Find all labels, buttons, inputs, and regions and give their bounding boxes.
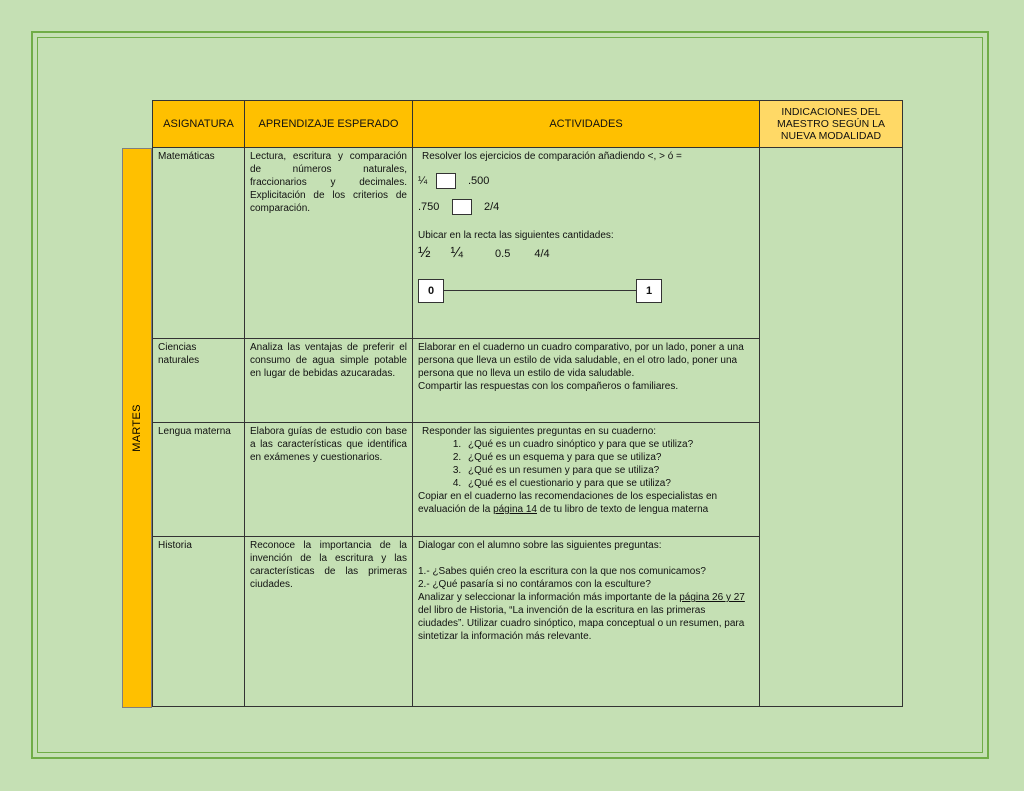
activity-cell (413, 423, 760, 537)
number-line-end: 1 (636, 279, 662, 303)
comparison-right: .500 (468, 174, 490, 187)
activity-text: Compartir las respuestas con los compañeros o familiares. (418, 381, 679, 392)
day-label: MARTES (131, 404, 143, 452)
comparison-right: 2/4 (484, 200, 500, 213)
locate-instruction: Ubicar en la recta las siguientes cantidades: (418, 230, 614, 241)
activity-intro: Dialogar con el alumno sobre las siguientes preguntas: (418, 540, 662, 551)
activity-cell (413, 537, 760, 707)
analyze-text-a: Analizar y seleccionar la información más importante de la (418, 592, 680, 603)
learning-cell: Lectura, escritura y comparación de números naturales, fraccionarios y decimales. Explicitación de los criterios de comparación. (245, 148, 413, 339)
activity-text: Elaborar en el cuaderno un cuadro comparativo, por un lado, poner a una persona que lleva un estilo de vida saludable, en el otro lado, poner una persona que no lleva un estilo de vida saludable. (418, 342, 744, 379)
fraction-item: ½ (418, 244, 431, 261)
activity-text (418, 591, 754, 643)
fraction-item: 0.5 (495, 248, 511, 260)
subject-cell: Historia (153, 537, 245, 707)
question-item: 3. ¿Qué es un resumen y para que se utiliza? (464, 464, 754, 477)
question-item: 2.- ¿Qué pasaría si no contáramos con la esculture? (418, 579, 651, 590)
number-line-segment (443, 290, 636, 291)
question-item: 1.- ¿Sabes quién creo la escritura con la que nos comunicamos? (418, 566, 706, 577)
comparison-left: .750 (418, 200, 440, 213)
page-reference: página 14 (493, 504, 537, 515)
fraction-item: 4/4 (534, 248, 550, 260)
comparison-2 (418, 199, 754, 215)
header-indicaciones: INDICACIONES DEL MAESTRO SEGÚN LA NUEVA MODALIDAD (760, 101, 903, 148)
header-row (153, 101, 903, 148)
question-item: 2. ¿Qué es un esquema y para que se utiliza? (464, 451, 754, 464)
fractions-list (418, 246, 754, 261)
lesson-plan-table (152, 100, 903, 707)
indications-cell (760, 148, 903, 707)
comparison-1 (418, 173, 754, 189)
activity-text (418, 490, 754, 516)
fraction-item: ¼ (450, 244, 464, 261)
number-line-start: 0 (418, 279, 444, 303)
learning-cell: Analiza las ventajas de preferir el consumo de agua simple potable en lugar de bebidas azucaradas. (245, 339, 413, 423)
activity-cell (413, 339, 760, 423)
question-list (418, 438, 754, 490)
answer-box[interactable] (452, 199, 472, 215)
number-line (418, 279, 663, 305)
analyze-text-b: del libro de Historia, “La invención de la escritura en las primeras ciudades”. Utilizar cuadro sinóptico, mapa conceptual o un resumen, para sintetizar la información más relevante. (418, 605, 745, 642)
learning-cell: Reconoce la importancia de la invención de la escritura y las características de las primeras ciudades. (245, 537, 413, 707)
activity-cell (413, 148, 760, 339)
table-row (153, 148, 903, 339)
learning-cell: Elabora guías de estudio con base a las características que identifica en exámenes y cuestionarios. (245, 423, 413, 537)
day-column (122, 148, 152, 708)
comparison-left: ¼ (418, 174, 428, 187)
header-asignatura: ASIGNATURA (153, 101, 245, 148)
header-aprendizaje: APRENDIZAJE ESPERADO (245, 101, 413, 148)
question-item: 1. ¿Qué es un cuadro sinóptico y para que se utiliza? (464, 438, 754, 451)
header-actividades: ACTIVIDADES (413, 101, 760, 148)
activity-intro: Resolver los ejercicios de comparación añadiendo <, > ó = (422, 151, 682, 162)
copy-text-b: de tu libro de texto de lengua materna (537, 504, 709, 515)
subject-cell: Ciencias naturales (153, 339, 245, 423)
subject-cell: Lengua materna (153, 423, 245, 537)
page-reference: página 26 y 27 (679, 592, 745, 603)
subject-cell: Matemáticas (153, 148, 245, 339)
activity-intro: Responder las siguientes preguntas en su cuaderno: (422, 426, 657, 437)
answer-box[interactable] (436, 173, 456, 189)
copy-text-a: Copiar en el cuaderno las recomendaciones de los especialistas en evaluación de la (418, 491, 718, 515)
question-item: 4. ¿Qué es el cuestionario y para que se utiliza? (464, 477, 754, 490)
